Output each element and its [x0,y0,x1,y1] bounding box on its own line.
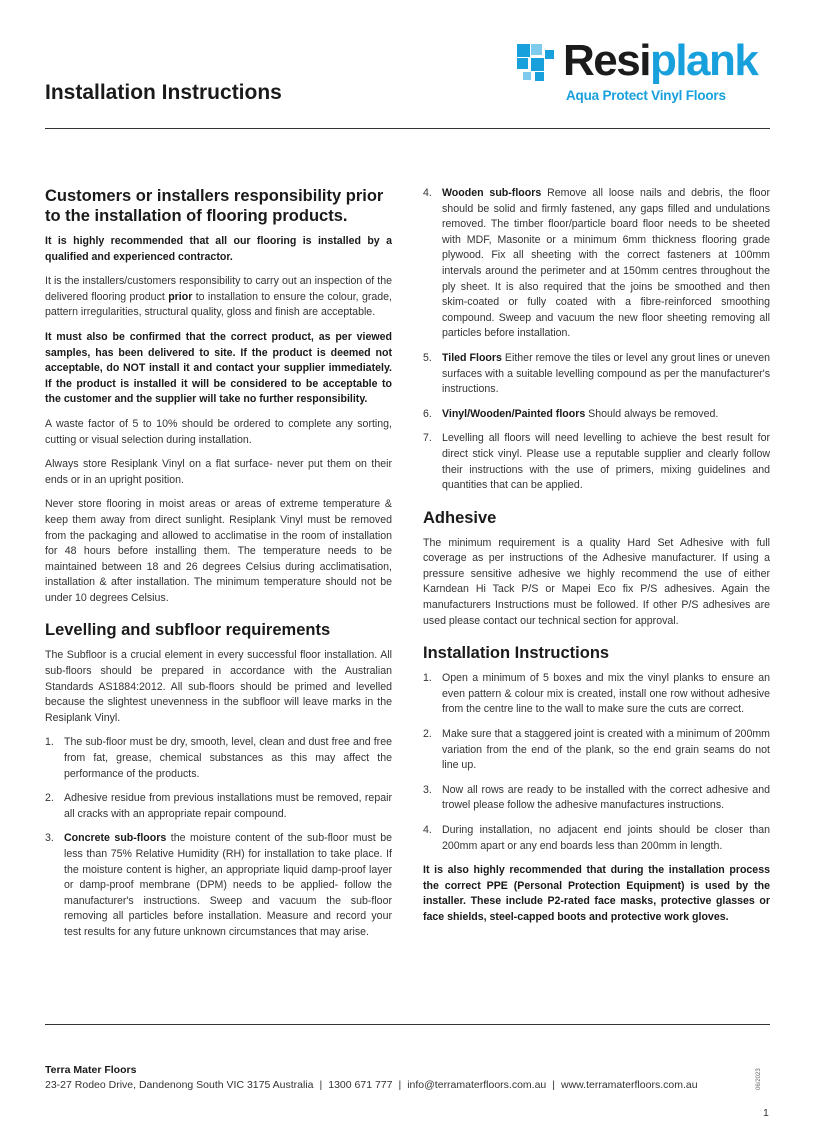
list-item: 5. Tiled Floors Either remove the tiles or level any grout lines or uneven surfaces with a suitable levelling compound as per the manufacturer's instructions. [423,351,771,396]
resiplank-logo [517,36,773,108]
list-item: 1. The sub-floor must be dry, smooth, level, clean and dust free and free from fat, grease, chemical substances as this may affect the performance of the products. [45,736,392,780]
storage-paragraph: Always store Resiplank Vinyl on a flat surface- never put them on their ends or in an upright position. [45,458,392,486]
levelling-intro: The Subfloor is a crucial element in every successful floor installation. All sub-floors should be prepared in accordance with the Australian Standards AS1884:2012. All sub-floors should be primed and levelled because the slightest unevenness in the subfloor will leave marks in the Resiplank Vinyl. [45,649,392,724]
inspection-text-a: It is the installers/customers responsibility to carry out an inspection of the delivered flooring product [45,275,392,303]
levelling-list-left [45,735,392,940]
footer-phone: 1300 671 777 [328,1079,393,1091]
ppe-paragraph: It is also highly recommended that during the installation process the correct PPE (Personal Protection Equipment) is used by the installer. These include P2-rated face masks, protective glasses or face shields, steel-capped boots and protective work gloves. [423,864,770,923]
list-item: 4. Wooden sub-floors Remove all loose nails and debris, the floor should be solid and firmly fastened, any gaps filled and undulations removed. The timber floor/particle board floor needs to be sheeted with MDF, Masonite or a minimum 6mm thickness flooring grade plywood. Fix all sheeting with the correct fasteners at 100mm intervals around the perimeter and at 150mm centres throughout the ply sheet. It is also required that the joins be smoothed and then skim-coated or fully coated with a fibre-reinforced smoothing compound. Sweep and vacuum the new floor sheeting removing all particles before installation. [423,187,770,340]
adhesive-heading: Adhesive [423,508,497,527]
page-title: Installation Instructions [45,81,282,104]
list-item: 7. Levelling all floors will need levelling to achieve the best result for direct stick vinyl. Please use a reputable supplier and clearly follow their instructions with the use of primers, mixing guidelines and quantities that can be applied. [423,432,770,492]
list-item: 4. During installation, no adjacent end joints should be closer than 200mm apart or any end boards less than 200mm in length. [423,824,770,852]
list-item: 3. Concrete sub-floors the moisture content of the sub-floor must be less than 75% Relative Humidity (RH) for installation to take place. If the moisture content is higher, an appropriate liquid damp-proof layer or damp-proof membrane (DPM) needs to be applied- follow the manufacturer's instructions. Sweep and vacuum the sub-floor removing all particles before installation. Measure and record your test results for any future unknown circumstances that may arise. [45,832,392,938]
resiplank-squares-icon [517,44,557,84]
left-column [45,186,392,950]
footer-divider [45,1024,770,1025]
confirmation-paragraph: It must also be confirmed that the correct product, as per viewed samples, has been delivered to site. If the product is deemed not acceptable, do NOT install it and contact your supplier immediately. If the product is installed it will be considered to be acceptable to the customer and the supplier will take no further responsibility. [45,330,392,406]
responsibility-heading: Customers or installers responsibility prior to the installation of flooring products. [45,187,384,225]
header-divider [45,128,770,129]
installation-list [423,671,770,854]
logo-word-resi: Resi [563,36,650,85]
page-number: 1 [763,1107,769,1119]
logo-word-plank: plank [649,36,758,85]
adhesive-paragraph: The minimum requirement is a quality Hard Set Adhesive with full coverage as per instructions of the Adhesive manufacturer. If using a pressure sensitive adhesive we highly recommend the use of either Karndean Hi Tack P/S or Mapei Eco fix P/S adhesives. Again the manufacturers Instructions must be followed. If other P/S adhesives are used please contact our technical section for approval. [423,536,770,627]
footer-separator: | [398,1079,402,1091]
levelling-list-right [423,186,770,494]
recommendation-paragraph: It is highly recommended that all our flooring is installed by a qualified and experienced contractor. [45,235,392,263]
logo-tagline: Aqua Protect Vinyl Floors [566,88,726,103]
list-item: 3. Now all rows are ready to be installed with the correct adhesive and trowel please follow the adhesive manufactures instructions. [423,783,770,812]
list-item: 2. Adhesive residue from previous installations must be removed, repair all cracks with an appropriate repair compound. [45,792,392,820]
inspection-text-c: to installation to ensure the colour, grade, pattern irregularities, structural quality, gloss and finish are acceptable. [45,290,393,319]
footer-email[interactable]: info@terramaterfloors.com.au [407,1079,547,1091]
waste-factor-paragraph: A waste factor of 5 to 10% should be ordered to complete any sorting, cutting or visual selection during installation. [45,417,392,446]
footer-address: 23-27 Rodeo Drive, Dandenong South VIC 3175 Australia [45,1079,314,1091]
inspection-paragraph [45,274,392,321]
installation-heading: Installation Instructions [423,644,610,663]
levelling-heading: Levelling and subfloor requirements [45,621,331,640]
logo-wordmark [563,34,757,88]
right-column [423,186,770,935]
footer-company: Terra Mater Floors [45,1064,137,1076]
footer-date-code: 06/2023 [756,1068,762,1090]
acclimatise-paragraph: Never store flooring in moist areas or areas of extreme temperature & keep them away from direct sunlight. Resiplank Vinyl must be removed from the packaging and allowed to acclimatise in the room of installation for 48 hours before installing them. The temperature needs to be maintained between 18 and 26 degrees Celsius during acclimatisation, installation & after installation. The minimum temperature should not be under 10 degrees Celsius. [45,498,392,604]
footer-separator: | [319,1079,323,1091]
list-item: 2. Make sure that a staggered joint is created with a minimum of 200mm variation from the end of the plank, so the end grain seams do not line up. [423,728,770,772]
list-item: 6. Vinyl/Wooden/Painted floors Should always be removed. [423,407,719,420]
footer-contact [45,1079,698,1091]
list-item: 1. Open a minimum of 5 boxes and mix the vinyl planks to ensure an even pattern & colour mix is created, install one row without adhesive from the centre line to the wall to make sure the cuts are correct. [423,672,770,716]
inspection-text-prior: prior [168,290,193,303]
footer-website[interactable]: www.terramaterfloors.com.au [561,1079,698,1091]
footer-separator: | [552,1079,555,1091]
